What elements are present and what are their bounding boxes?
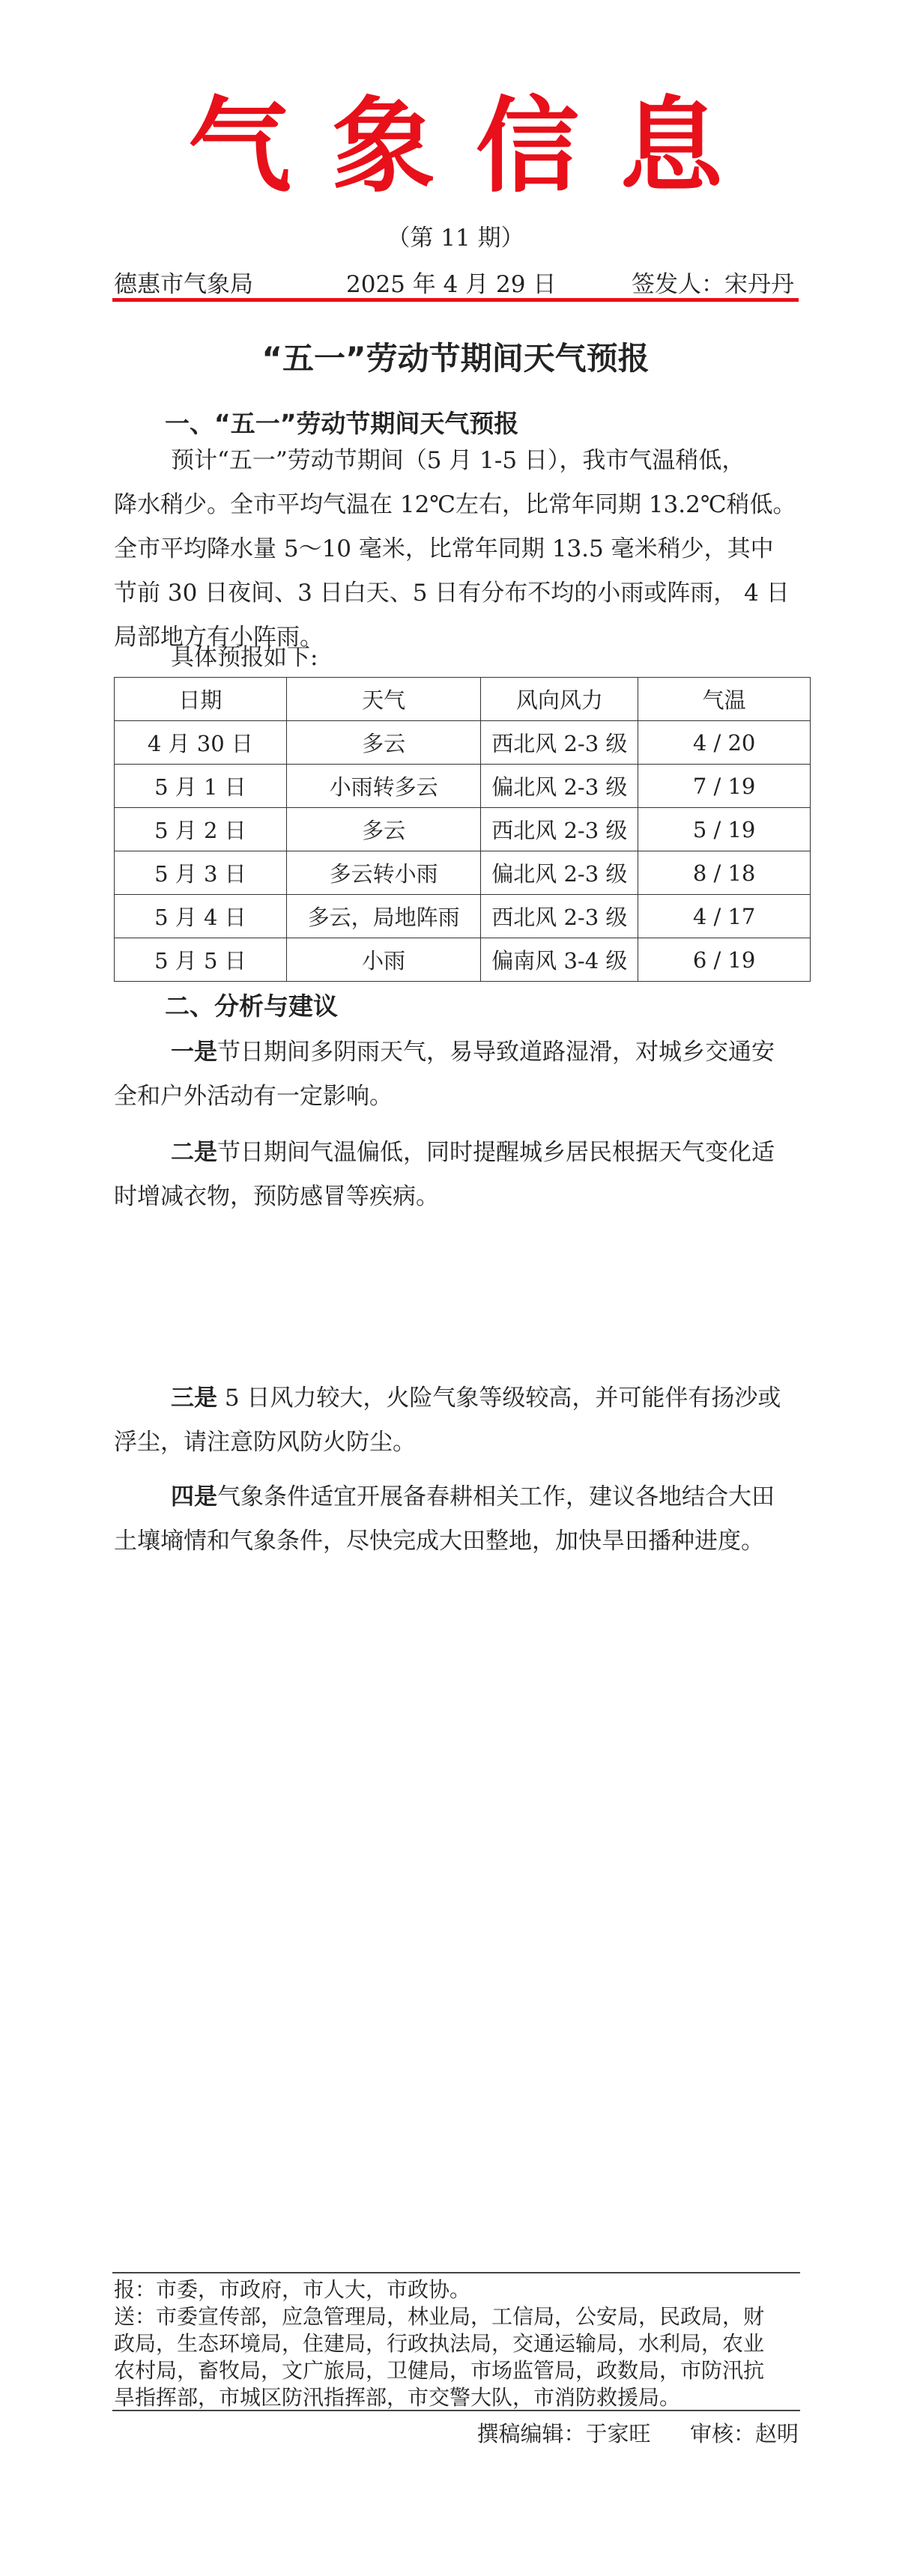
- table-cell-date: 5 月 4 日: [115, 895, 287, 938]
- table-cell-weather: 多云: [286, 808, 481, 851]
- section2-heading: 二、分析与建议: [165, 991, 338, 1021]
- section1-body: [114, 439, 803, 660]
- table-cell-weather: 多云转小雨: [286, 851, 481, 895]
- footer-divider-bottom: [112, 2410, 800, 2411]
- advice-item: [114, 1131, 803, 1219]
- footer-distribution: [114, 2276, 803, 2411]
- meta-row: [114, 265, 794, 298]
- table-cell-date: 4 月 30 日: [115, 721, 287, 765]
- table-row: [115, 895, 811, 938]
- table-cell-wind: 西北风 2-3 级: [481, 808, 638, 851]
- advice-text: 5 日风力较大，火险气象等级较高，并可能伴有扬沙或: [217, 1385, 781, 1412]
- table-header-cell: 气温: [638, 678, 811, 721]
- table-cell-temp: 8 / 18: [638, 851, 811, 895]
- table-cell-wind: 偏北风 2-3 级: [481, 851, 638, 895]
- table-cell-wind: 西北风 2-3 级: [481, 721, 638, 765]
- table-cell-temp: 6 / 19: [638, 938, 811, 982]
- section1-heading: 一、“五一”劳动节期间天气预报: [165, 409, 519, 438]
- editor-name: 撰稿编辑：于家旺: [476, 2421, 651, 2446]
- forecast-table: [114, 677, 811, 982]
- section1-line: 全市平均降水量 5～10 毫米，比常年同期 13.5 毫米稍少，其中: [114, 535, 774, 562]
- table-cell-weather: 多云，局地阵雨: [286, 895, 481, 938]
- send-to-line: 政局，生态环境局，住建局，行政执法局，交通运输局，水利局，农业: [114, 2331, 765, 2356]
- table-row: [115, 938, 811, 982]
- advice-item: [114, 1030, 803, 1119]
- table-cell-wind: 西北风 2-3 级: [481, 895, 638, 938]
- table-cell-date: 5 月 1 日: [115, 765, 287, 808]
- reviewer-name: 审核：赵明: [689, 2421, 799, 2446]
- advice-item: [114, 1475, 803, 1564]
- issue-number: （第 11 期）: [387, 225, 524, 252]
- table-cell-date: 5 月 5 日: [115, 938, 287, 982]
- agency-name: 德惠市气象局: [114, 271, 253, 298]
- advice-item: [114, 1376, 803, 1465]
- advice-lead: 一是: [171, 1039, 217, 1066]
- red-divider: [112, 298, 799, 302]
- document-title: “五一”劳动节期间天气预报: [261, 340, 650, 377]
- send-to-line: 旱指挥部，市城区防汛指挥部，市交警大队，市消防救援局。: [114, 2385, 681, 2410]
- table-row: [115, 765, 811, 808]
- advice-text: 节日期间多阴雨天气，易导致道路湿滑，对城乡交通安: [217, 1039, 775, 1066]
- table-cell-temp: 7 / 19: [638, 765, 811, 808]
- table-cell-weather: 小雨: [286, 938, 481, 982]
- table-intro: 具体预报如下:: [171, 644, 318, 671]
- advice-lead: 四是: [171, 1483, 217, 1510]
- table-header-cell: 日期: [115, 678, 287, 721]
- advice-lead: 二是: [171, 1139, 217, 1166]
- masthead-title: 气象信息: [187, 85, 763, 207]
- editor-credits: [477, 2417, 799, 2448]
- advice-text: 浮尘，请注意防风防火防尘。: [114, 1429, 416, 1456]
- report-to: 报：市委，市政府，市人大，市政协。: [114, 2277, 471, 2302]
- advice-text: 节日期间气温偏低，同时提醒城乡居民根据天气变化适: [217, 1139, 775, 1166]
- table-cell-wind: 偏南风 3-4 级: [481, 938, 638, 982]
- section1-line: 降水稍少。全市平均气温在 12℃左右，比常年同期 13.2℃稍低。: [114, 491, 796, 518]
- table-cell-temp: 4 / 20: [638, 721, 811, 765]
- section1-line: 节前 30 日夜间、3 日白天、5 日有分布不均的小雨或阵雨， 4 日: [114, 580, 790, 607]
- send-to-line: 送：市委宣传部，应急管理局，林业局，工信局，公安局，民政局，财: [114, 2304, 765, 2329]
- table-cell-wind: 偏北风 2-3 级: [481, 765, 638, 808]
- section1-line: 预计“五一”劳动节期间（5 月 1-5 日），我市气温稍低，: [171, 447, 745, 474]
- table-cell-date: 5 月 2 日: [115, 808, 287, 851]
- advice-text: 全和户外活动有一定影响。: [114, 1083, 393, 1110]
- issue-date: 2025 年 4 月 29 日: [346, 271, 557, 298]
- table-row: [115, 721, 811, 765]
- table-header-cell: 天气: [286, 678, 481, 721]
- table-cell-date: 5 月 3 日: [115, 851, 287, 895]
- signer: 签发人：宋丹丹: [632, 271, 794, 298]
- advice-text: 时增减衣物，预防感冒等疾病。: [114, 1183, 439, 1210]
- table-row: [115, 851, 811, 895]
- table-header-cell: 风向风力: [481, 678, 638, 721]
- section1-line: 局部地方有小阵雨。: [114, 624, 323, 651]
- table-cell-temp: 4 / 17: [638, 895, 811, 938]
- table-row: [115, 808, 811, 851]
- footer-divider-top: [112, 2272, 800, 2273]
- table-cell-weather: 小雨转多云: [286, 765, 481, 808]
- table-cell-weather: 多云: [286, 721, 481, 765]
- table-header-row: [115, 678, 811, 721]
- table-cell-temp: 5 / 19: [638, 808, 811, 851]
- send-to-line: 农村局，畜牧局，文广旅局，卫健局，市场监管局，政数局，市防汛抗: [114, 2358, 765, 2383]
- advice-lead: 三是: [171, 1385, 217, 1412]
- advice-text: 土壤墒情和气象条件，尽快完成大田整地，加快旱田播种进度。: [114, 1528, 764, 1555]
- advice-text: 气象条件适宜开展备春耕相关工作，建议各地结合大田: [217, 1483, 775, 1510]
